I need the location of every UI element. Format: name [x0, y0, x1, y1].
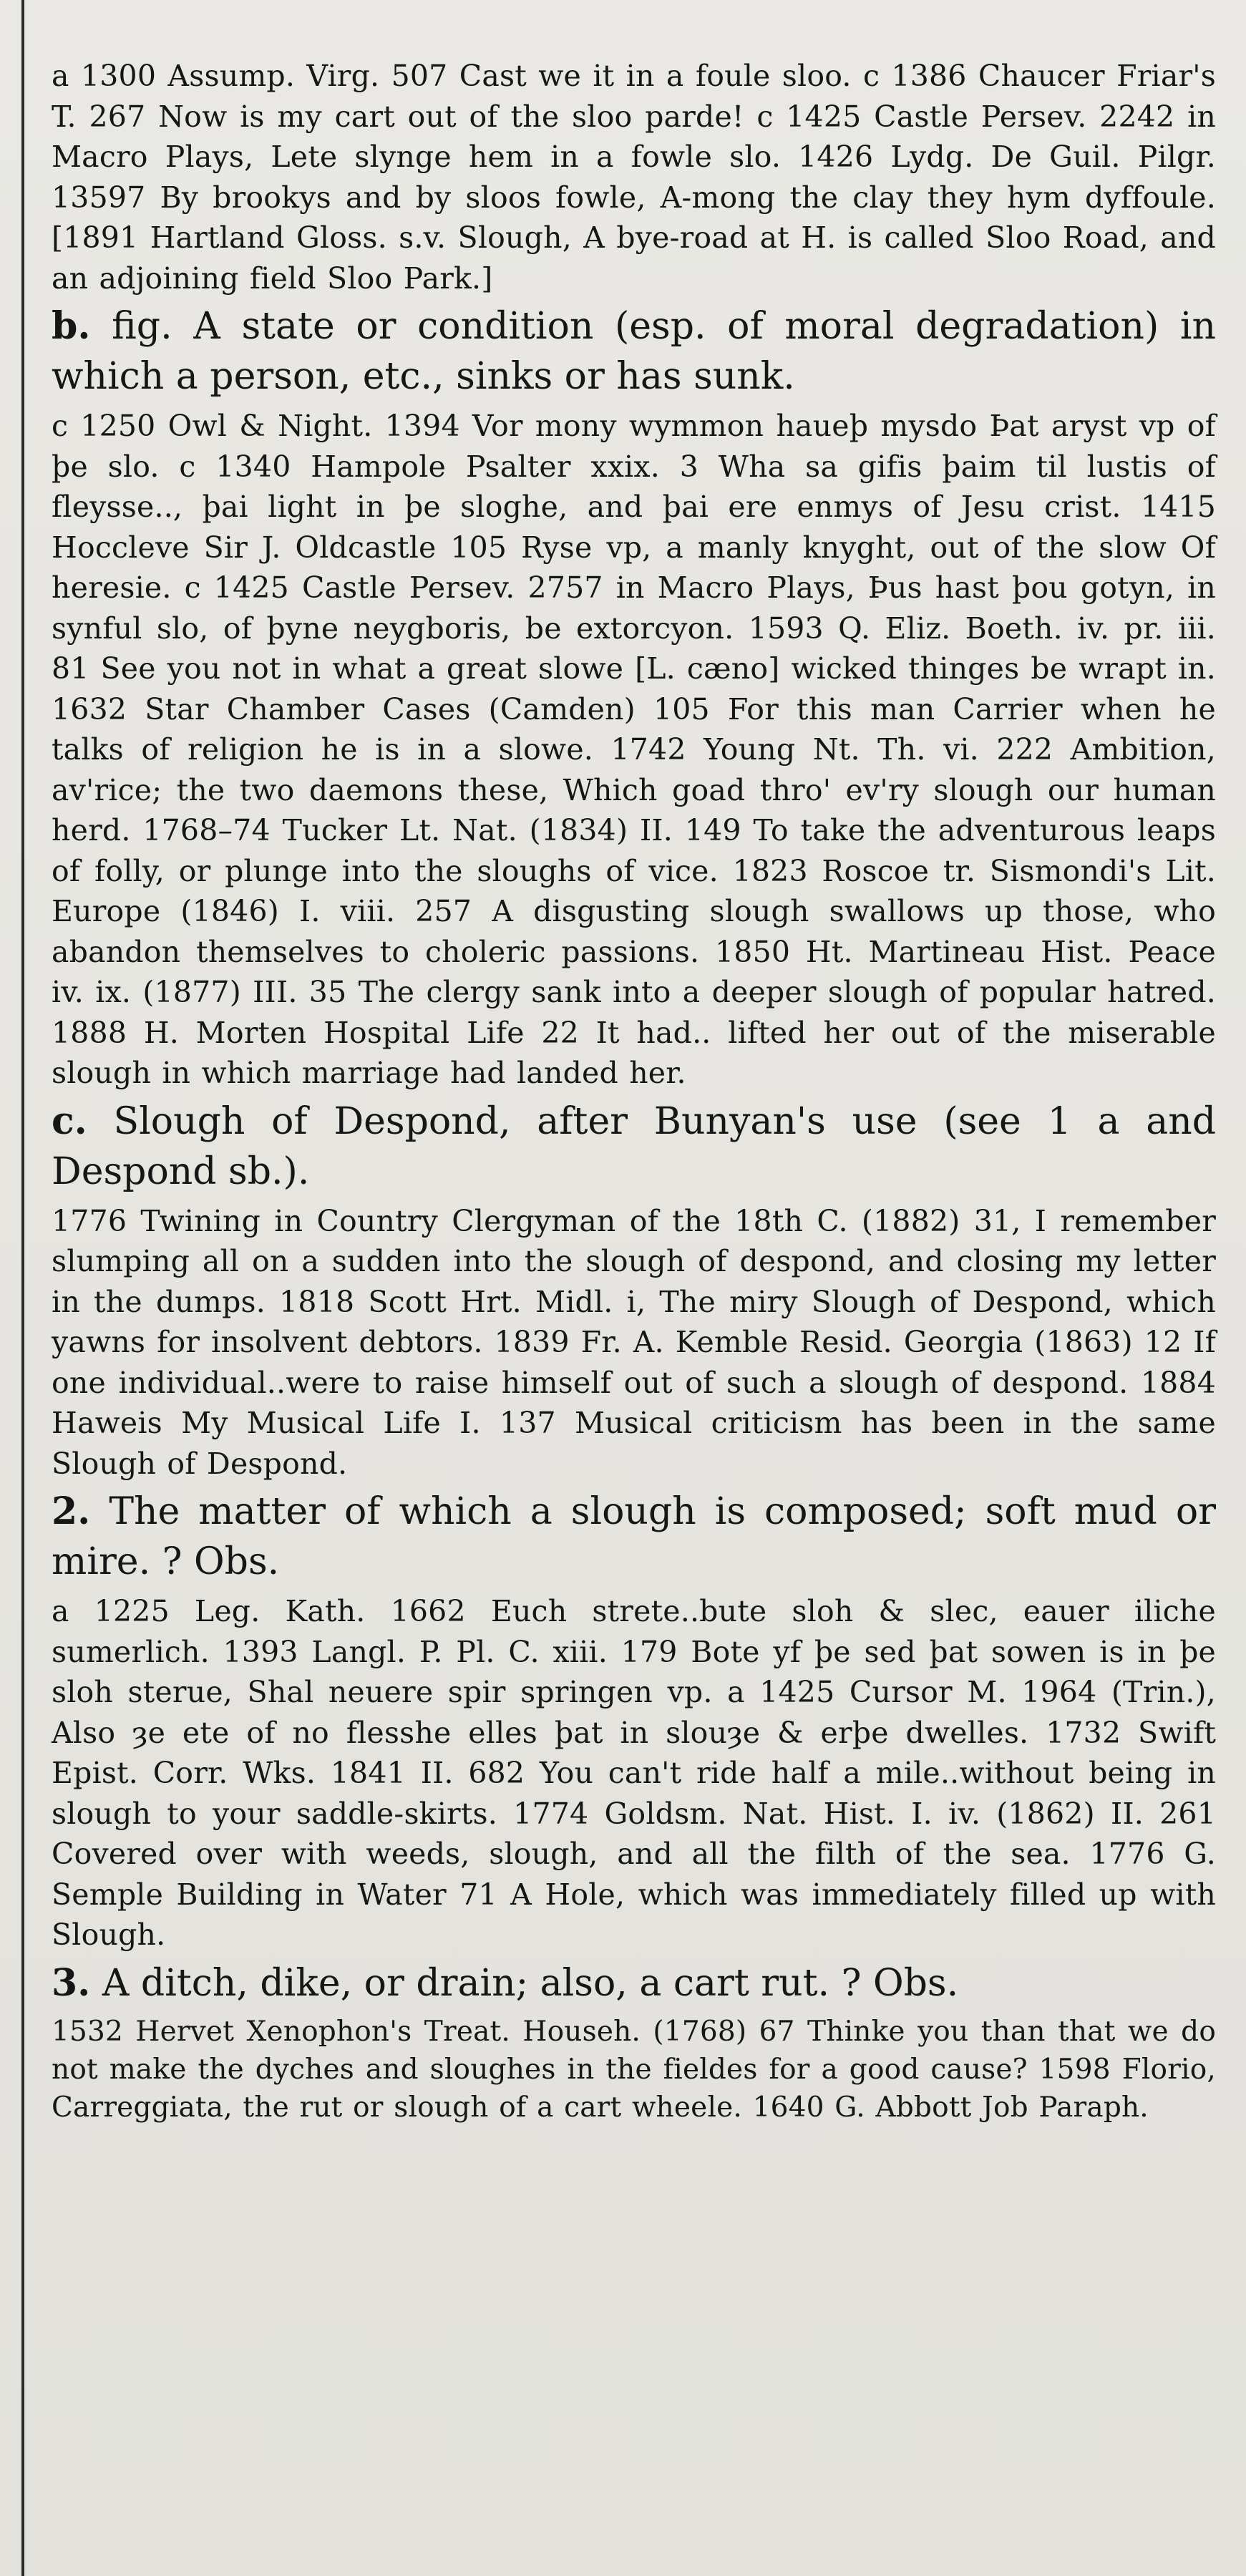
sense-definition: [52, 1487, 1216, 1587]
sense-definition: [52, 1097, 1216, 1197]
sense-marker: b.: [52, 304, 91, 348]
quotation-block: 1776 Twining in Country Clergyman of the 18th C. (1882) 31, I remember slumping all on a sudden into the slough of despond, and closing my letter in the dumps. 1818 Scott Hrt. Midl. i, The miry Slough of Despond, which yawns for insolvent debtors. 1839 Fr. A. Kemble Resid. Georgia (1863) 12 If one individual..were to raise himself out of such a slough of despond. 1884 Haweis My Musical Life I. 137 Musical criticism has been in the same Slough of Despond.: [52, 1203, 1216, 1481]
sense-marker: 2.: [52, 1489, 91, 1533]
sense-marker: 3.: [52, 1960, 91, 2005]
sense-definition: [52, 1958, 1216, 2008]
sense-text: The matter of which a slough is composed; soft mud or mire. ? Obs.: [52, 1490, 1217, 1583]
sense-definition: [52, 301, 1216, 402]
quotation-block: a 1225 Leg. Kath. 1662 Euch strete..bute sloh & slec, eauer iliche sumerlich. 1393 Langl. P. Pl. C. xiii. 179 Bote yf þe sed þat sowen is in þe sloh sterue, Shal neuere spir springen vp. a 1425 Cursor M. 1964 (Trin.), Also ȝe ete of no flesshe elles þat in slouȝe & erþe dwelles. 1732 Swift Epist. Corr. Wks. 1841 II. 682 You can't ride half a mile..without being in slough to your saddle-skirts. 1774 Goldsm. Nat. Hist. I. iv. (1862) II. 261 Covered over with weeds, slough, and all the filth of the sea. 1776 G. Semple Building in Water 71 A Hole, which was immediately filled up with Slough.: [52, 1594, 1216, 1952]
sense-text: fig. A state or condition (esp. of moral degradation) in which a person, etc., sinks or has sunk.: [52, 305, 1216, 398]
quotation-block: 1532 Hervet Xenophon's Treat. Househ. (1768) 67 Thinke you than that we do not make the dyches and sloughes in the fieldes for a good cause? 1598 Florio, Carreggiata, the rut or slough of a cart wheele. 1640 G. Abbott Job Paraph.: [52, 2015, 1216, 2124]
quotation-block: a 1300 Assump. Virg. 507 Cast we it in a foule sloo. c 1386 Chaucer Friar's T. 267 Now is my cart out of the sloo parde! c 1425 Castle Persev. 2242 in Macro Plays, Lete slynge hem in a fowle slo. 1426 Lydg. De Guil. Pilgr. 13597 By brookys and by sloos fowle, A-mong the clay they hym dyffoule. [1891 Hartland Gloss. s.v. Slough, A bye-road at H. is called Sloo Road, and an adjoining field Sloo Park.]: [52, 59, 1216, 296]
sense-text: A ditch, dike, or drain; also, a cart rut. ? Obs.: [102, 1961, 959, 2005]
sense-marker: c.: [52, 1099, 87, 1143]
column-rule: [21, 0, 24, 2576]
sense-text: Slough of Despond, after Bunyan's use (see 1 a and Despond sb.).: [52, 1099, 1216, 1193]
quotation-block: c 1250 Owl & Night. 1394 Vor mony wymmon haueþ mysdo Þat aryst vp of þe slo. c 1340 Hampole Psalter xxix. 3 Wha sa gifis þaim til lustis of fleysse.., þai light in þe sloghe, and þai ere enmys of Jesu crist. 1415 Hoccleve Sir J. Oldcastle 105 Ryse vp, a manly knyght, out of the slow Of heresie. c 1425 Castle Persev. 2757 in Macro Plays, Þus hast þou gotyn, in synful slo, of þyne neygboris, be extorcyon. 1593 Q. Eliz. Boeth. iv. pr. iii. 81 See you not in what a great slowe [L. cæno] wicked thinges be wrapt in. 1632 Star Chamber Cases (Camden) 105 For this man Carrier when he talks of religion he is in a slowe. 1742 Young Nt. Th. vi. 222 Ambition, av'rice; the two daemons these, Which goad thro' ev'ry slough our human herd. 1768–74 Tucker Lt. Nat. (1834) II. 149 To take the adventurous leaps of folly, or plunge into the sloughs of vice. 1823 Roscoe tr. Sismondi's Lit. Europe (1846) I. viii. 257 A disgusting slough swallows up those, who abandon themselves to choleric passions. 1850 Ht. Martineau Hist. Peace iv. ix. (1877) III. 35 The clergy sank into a deeper slough of popular hatred. 1888 H. Morten Hospital Life 22 It had.. lifted her out of the miserable slough in which marriage had landed her.: [52, 409, 1216, 1090]
